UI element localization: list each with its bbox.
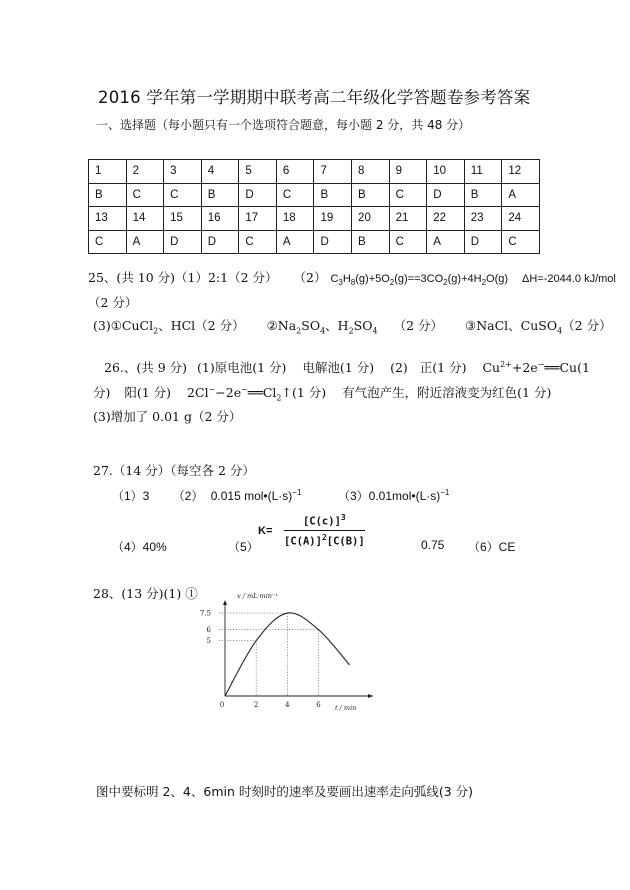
question-number-cell: 16 — [201, 207, 239, 231]
question-number-cell: 20 — [352, 207, 390, 231]
answer-table-row — [89, 230, 540, 254]
question-number-cell: 10 — [427, 160, 465, 184]
q27-answer5-label: （5） — [228, 540, 259, 554]
answer-cell: D — [201, 230, 239, 254]
q25-enthalpy: ΔH=-2044.0 kJ/mol — [522, 273, 616, 285]
question-number-cell: 6 — [276, 160, 314, 184]
y-tick-label: 6 — [206, 626, 211, 635]
answer-cell: B — [464, 183, 502, 207]
answer-cell: B — [89, 183, 127, 207]
q27-answer3: $(3)0.01mol•(L\cdot s)^{-1}$ — [338, 488, 450, 503]
answer-cell: A — [126, 230, 164, 254]
q26-line3: (3)增加了 0.01 g（2 分） — [93, 409, 242, 424]
q27-k-label: K= — [258, 525, 273, 537]
answer-cell: C — [276, 183, 314, 207]
question-number-cell: 11 — [464, 160, 502, 184]
q27-head: 27.（14 分）（每空各 2 分） — [93, 463, 255, 478]
question-number-cell: 9 — [389, 160, 427, 184]
answer-cell: D — [164, 230, 202, 254]
x-tick-label: 2 — [253, 701, 259, 709]
answer-cell: D — [464, 230, 502, 254]
answer-cell: C — [239, 230, 277, 254]
question-number-cell: 21 — [389, 207, 427, 231]
q27-answer4: （4）40% — [112, 540, 167, 554]
answer-table-row — [89, 160, 540, 184]
y-axis-arrow — [223, 600, 227, 605]
y-tick-label: 7.5 — [199, 609, 211, 618]
answer-cell: B — [352, 183, 390, 207]
answer-cell: C — [389, 183, 427, 207]
question-number-cell: 1 — [89, 160, 127, 184]
q25-equation: $C_3H_8(g)+5O_2(g)==3CO_2(g)+4H_2O(g)$ — [330, 273, 509, 288]
answer-cell: B — [201, 183, 239, 207]
question-number-cell: 7 — [314, 160, 352, 184]
answer-cell: C — [126, 183, 164, 207]
page-title: 2016 学年第一学期期中联考高二年级化学答题卷参考答案 — [98, 88, 531, 107]
q28-note: 图中要标明 2、4、6min 时刻时的速率及要画出速率走向弧线(3 分) — [96, 784, 474, 799]
answer-cell: D — [314, 230, 352, 254]
answer-cell: A — [502, 183, 540, 207]
answer-cell: C — [89, 230, 127, 254]
question-number-cell: 8 — [352, 160, 390, 184]
x-tick-label: 6 — [316, 701, 321, 709]
question-number-cell: 15 — [164, 207, 202, 231]
section-heading-choice: 一、选择题（每小题只有一个选项符合题意，每小题 2 分，共 48 分） — [96, 118, 471, 132]
question-number-cell: 23 — [464, 207, 502, 231]
x-axis-arrow — [368, 694, 373, 698]
answer-table-row — [89, 207, 540, 231]
x-tick-label: 0 — [219, 701, 225, 709]
x-tick-label: 4 — [285, 701, 290, 709]
question-number-cell: 22 — [427, 207, 465, 231]
question-number-cell: 2 — [126, 160, 164, 184]
answer-cell: B — [352, 230, 390, 254]
q27-answer5-value: 0.75 — [421, 538, 445, 552]
q25-line3: (3)①CuCl$_2$、HCl（2 分） $②Na_2SO_4$、$H_2SO_4$ （2 分） ③NaCl、CuSO$_4$（2 分） — [93, 318, 612, 336]
answer-cell: A — [276, 230, 314, 254]
q27-k-expression: $\frac{[C(c)]^3}{[C(A)]^2[C(B)]}$ — [284, 513, 365, 547]
q27-answer6: （6）CE — [468, 540, 516, 554]
answer-cell: D — [427, 183, 465, 207]
q28-head: 28、(13 分)(1) ① — [93, 586, 198, 601]
y-axis-label: v / mL·min⁻¹ — [237, 592, 279, 600]
q26-line2: 分) 阳(1 分) $2Cl^--2e^-══Cl_2↑(1$ 分) 有气泡产生，附近溶液变为红色(1 分) — [93, 384, 552, 403]
question-number-cell: 19 — [314, 207, 352, 231]
question-number-cell: 3 — [164, 160, 202, 184]
q27-line1: （1）3 （2） 0.015 $mol•(L\cdot s)^{-1}$ — [112, 488, 302, 503]
q25-head: 25、(共 10 分)（1）2:1（2 分） — [88, 270, 278, 285]
answer-cell: C — [389, 230, 427, 254]
q26-line1: 26.、(共 9 分) (1)原电池(1 分) 电解池(1 分) (2) 正(1 分) $Cu^{2+}+2e^-══Cu(1$ — [104, 359, 590, 375]
question-number-cell: 18 — [276, 207, 314, 231]
y-tick-label: 5 — [206, 637, 211, 646]
question-number-cell: 17 — [239, 207, 277, 231]
answer-table-row — [89, 183, 540, 207]
rate-chart — [195, 588, 385, 718]
q25-line1 — [88, 268, 616, 287]
question-number-cell: 4 — [201, 160, 239, 184]
answer-cell: C — [164, 183, 202, 207]
q25-score: （2 分） — [88, 295, 138, 310]
q25-part2-num: （2） — [293, 270, 327, 285]
question-number-cell: 13 — [89, 207, 127, 231]
answer-cell: D — [239, 183, 277, 207]
answer-cell: A — [427, 230, 465, 254]
answer-cell: C — [502, 230, 540, 254]
question-number-cell: 24 — [502, 207, 540, 231]
question-number-cell: 14 — [126, 207, 164, 231]
x-axis-label: t / min — [335, 704, 357, 712]
answer-table — [88, 159, 540, 254]
question-number-cell: 12 — [502, 160, 540, 184]
answer-cell: B — [314, 183, 352, 207]
question-number-cell: 5 — [239, 160, 277, 184]
